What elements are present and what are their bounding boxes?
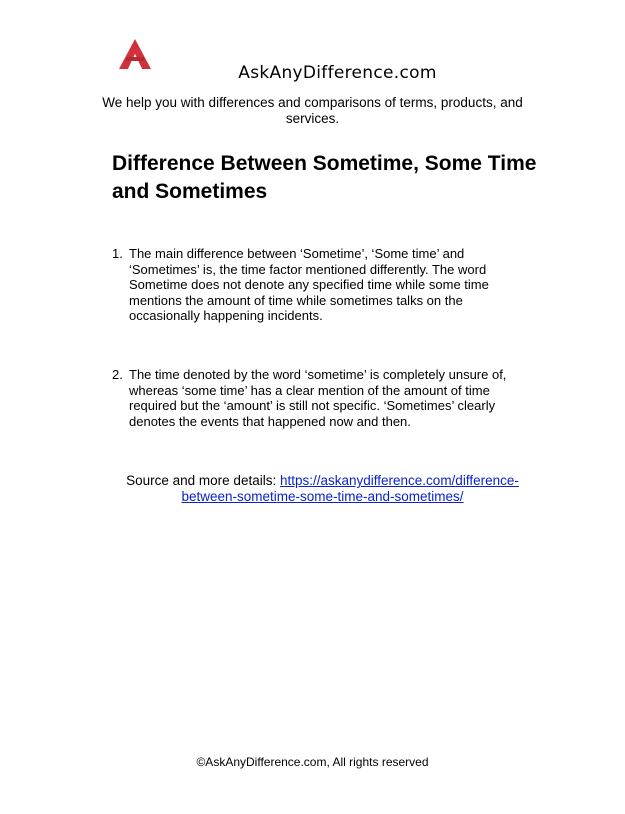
list-item-text: The time denoted by the word ‘sometime’ is completely unsure of, whereas ‘some time’ has a clear mention of the amount of time required but the ‘amount’ is still not specific. ‘Sometimes’ clearly denotes the events that happened now and then. [129, 366, 507, 429]
source-label: Source and more details: [126, 473, 280, 488]
page-title: Difference Between Sometime, Some Time and Sometimes [112, 152, 537, 203]
difference-list [112, 246, 532, 429]
site-name: AskAnyDifference.com [238, 63, 437, 83]
copyright-footer: ©AskAnyDifference.com, All rights reserved [196, 755, 429, 769]
source-link[interactable]: https://askanydifference.com/difference-between-sometime-some-time-and-sometimes/ [181, 473, 519, 504]
list-item [112, 246, 532, 324]
list-item-number: 1. [112, 246, 123, 261]
list-item-number: 2. [112, 366, 123, 382]
source-line [110, 473, 535, 505]
list-item [112, 367, 532, 429]
tagline: We help you with differences and comparisons of terms, products, and services. [102, 95, 523, 126]
list-item-text: The main difference between ‘Sometime’, ‘Some time’ and ‘Sometimes’ is, the time factor mentioned differently. The word Sometime does not denote any specified time while some time mentions the amount of time while sometimes talks on the occasionally happening incidents. [129, 246, 489, 324]
